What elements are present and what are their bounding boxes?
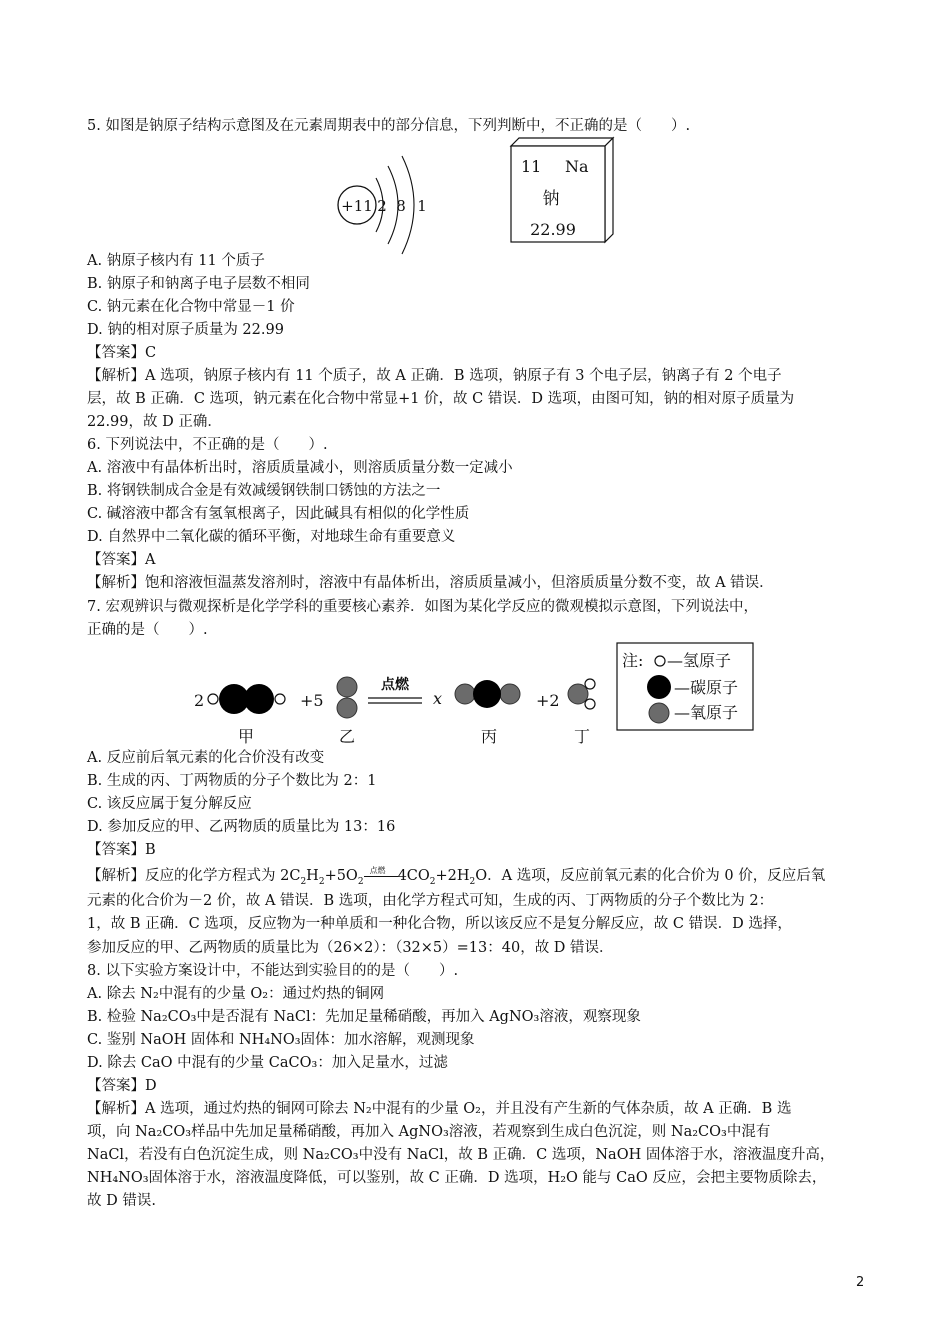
eq-sub: 2: [300, 876, 307, 887]
q8-analysis-line: 【解析】A 选项，通过灼热的铜网可除去 N₂中混有的少量 O₂，并且没有产生新的气体杂质，故 A 正确．B 选: [87, 1101, 792, 1117]
eq-product: 4CO: [397, 868, 430, 884]
eq-sub: 2: [469, 876, 476, 887]
label-jia: 甲: [237, 727, 255, 746]
q6-option-d: D. 自然界中二氧化碳的循环平衡，对地球生命有重要意义: [87, 529, 456, 545]
reaction-micro-diagram: [190, 642, 760, 750]
coef-ding: +2: [536, 691, 560, 710]
atomic-number: 11: [521, 157, 542, 176]
eq-tail-2: 反应后氧: [767, 868, 826, 884]
q5-option-c: C. 钠元素在化合物中常显－1 价: [87, 299, 295, 315]
q7-analysis-line: 元素的化合价为－2 价，故 A 错误．B 选项，由化学方程式可知，生成的丙、丁两物质的分子个数比为 2：: [87, 893, 774, 909]
eq-plus2: +2H: [435, 868, 470, 884]
q8-analysis-line: 故 D 错误.: [87, 1193, 156, 1209]
q6-option-c: C. 碱溶液中都含有氢氧根离子，因此碱具有相似的化学性质: [87, 506, 470, 522]
label-yi: 乙: [338, 727, 356, 746]
atomic-mass: 22.99: [530, 220, 576, 239]
q6-stem: 6. 下列说法中，不正确的是（ ）.: [87, 437, 328, 453]
legend-carbon: —碳原子: [674, 678, 739, 697]
q7-answer: 【答案】B: [87, 842, 156, 858]
q5-option-b: B. 钠原子和钠离子电子层数不相同: [87, 276, 310, 292]
label-bing: 丙: [480, 727, 498, 746]
eq-sub: 2: [357, 876, 364, 887]
eq-tail: O．A 选项，反应前氧元素的化合价为 0 价，: [475, 868, 768, 884]
element-symbol: Na: [565, 157, 589, 176]
legend-note: 注:: [622, 651, 644, 670]
coef-jia: 2: [194, 691, 205, 710]
q5-option-a: A. 钠原子核内有 11 个质子: [87, 253, 265, 269]
shell-2-count: 8: [396, 197, 406, 215]
q6-option-a: A. 溶液中有晶体析出时，溶质质量减小，则溶质质量分数一定减小: [87, 460, 513, 476]
q8-analysis-line: NaCl，若没有白色沉淀生成，则 Na₂CO₃中没有 NaCl，故 B 正确．C 选项，NaOH 固体溶于水，溶液温度升高，: [87, 1147, 835, 1163]
label-ding: 丁: [573, 727, 591, 746]
q7-option-c: C. 该反应属于复分解反应: [87, 796, 252, 812]
eq-condition: 点燃: [369, 866, 386, 875]
eq-plus: +5O: [324, 868, 358, 884]
q8-stem: 8. 以下实验方案设计中，不能达到实验目的的是（ ）.: [87, 963, 459, 979]
q5-answer: 【答案】C: [87, 345, 157, 361]
q7-option-a: A. 反应前后氧元素的化合价没有改变: [87, 750, 325, 766]
eq-condition-arrow: [364, 866, 398, 883]
q8-analysis-line: 项，向 Na₂CO₃样品中先加足量稀硝酸，再加入 AgNO₃溶液，若观察到生成白色沉淀，则 Na₂CO₃中混有: [87, 1124, 771, 1140]
q8-option-d: D. 除去 CaO 中混有的少量 CaCO₃：加入足量水，过滤: [87, 1055, 448, 1071]
q6-answer: 【答案】A: [87, 552, 156, 568]
eq-prefix: 【解析】反应的化学方程式为 2C: [87, 868, 301, 884]
shell-3-count: 1: [417, 197, 427, 215]
q8-option-a: A. 除去 N₂中混有的少量 O₂：通过灼热的铜网: [87, 986, 385, 1002]
q5-analysis-line: 22.99，故 D 正确．: [87, 414, 222, 430]
eq-sub: 2: [318, 876, 325, 887]
q7-stem-line: 7. 宏观辨识与微观探析是化学学科的重要核心素养．如图为某化学反应的微观模拟示意图，下列说法中，: [87, 599, 758, 615]
page-number: 2: [856, 1275, 865, 1290]
q5-analysis-line: 【解析】A 选项，钠原子核内有 11 个质子，故 A 正确．B 选项，钠原子有 3 个电子层，钠离子有 2 个电子: [87, 368, 782, 384]
q7-analysis-line: 参加反应的甲、乙两物质的质量比为（26×2）：（32×5）=13：40，故 D 错误．: [87, 940, 614, 956]
q8-option-b: B. 检验 Na₂CO₃中是否混有 NaCl：先加足量稀硝酸，再加入 AgNO₃溶液，观察现象: [87, 1009, 641, 1025]
legend-oxygen: —氧原子: [674, 703, 739, 722]
eq-h: H: [306, 868, 319, 884]
q7-stem-line: 正确的是（ ）.: [87, 622, 208, 638]
sodium-atom-diagram: [330, 150, 440, 260]
q5-option-d: D. 钠的相对原子质量为 22.99: [87, 322, 284, 338]
element-name: 钠: [542, 189, 560, 209]
shell-1-count: 2: [377, 197, 387, 215]
q7-analysis-line: 1，故 B 正确．C 选项，反应物为一种单质和一种化合物，所以该反应不是复分解反应，故 C 错误．D 选择，: [87, 916, 792, 932]
q7-option-b: B. 生成的丙、丁两物质的分子个数比为 2：1: [87, 773, 377, 789]
q8-option-c: C. 鉴别 NaOH 固体和 NH₄NO₃固体：加水溶解，观测现象: [87, 1032, 475, 1048]
periodic-table-tile: [505, 134, 619, 248]
q7-option-d: D. 参加反应的甲、乙两物质的质量比为 13：16: [87, 819, 396, 835]
q6-analysis-line: 【解析】饱和溶液恒温蒸发溶剂时，溶液中有晶体析出，溶质质量减小，但溶质质量分数不变，故 A 错误．: [87, 575, 774, 591]
q5-analysis-line: 层，故 B 正确．C 选项，钠元素在化合物中常显+1 价，故 C 错误．D 选项，由图可知，钠的相对原子质量为: [87, 391, 795, 407]
eq-sub: 2: [429, 876, 436, 887]
legend-hydrogen: —氢原子: [667, 651, 732, 670]
q8-analysis-line: NH₄NO₃固体溶于水，溶液温度降低，可以鉴别，故 C 正确．D 选项，H₂O 能与 CaO 反应，会把主要物质除去，: [87, 1170, 827, 1186]
coef-bing: x: [433, 689, 443, 708]
q6-option-b: B. 将钢铁制成合金是有效减缓钢铁制口锈蚀的方法之一: [87, 483, 441, 499]
reaction-condition: 点燃: [381, 677, 409, 693]
coef-yi: +5: [300, 691, 324, 710]
q7-analysis-equation-line: [87, 866, 825, 892]
nucleus-charge: +11: [341, 197, 373, 215]
q5-stem: 5. 如图是钠原子结构示意图及在元素周期表中的部分信息，下列判断中，不正确的是（ ）.: [87, 118, 691, 134]
q8-answer: 【答案】D: [87, 1078, 157, 1094]
